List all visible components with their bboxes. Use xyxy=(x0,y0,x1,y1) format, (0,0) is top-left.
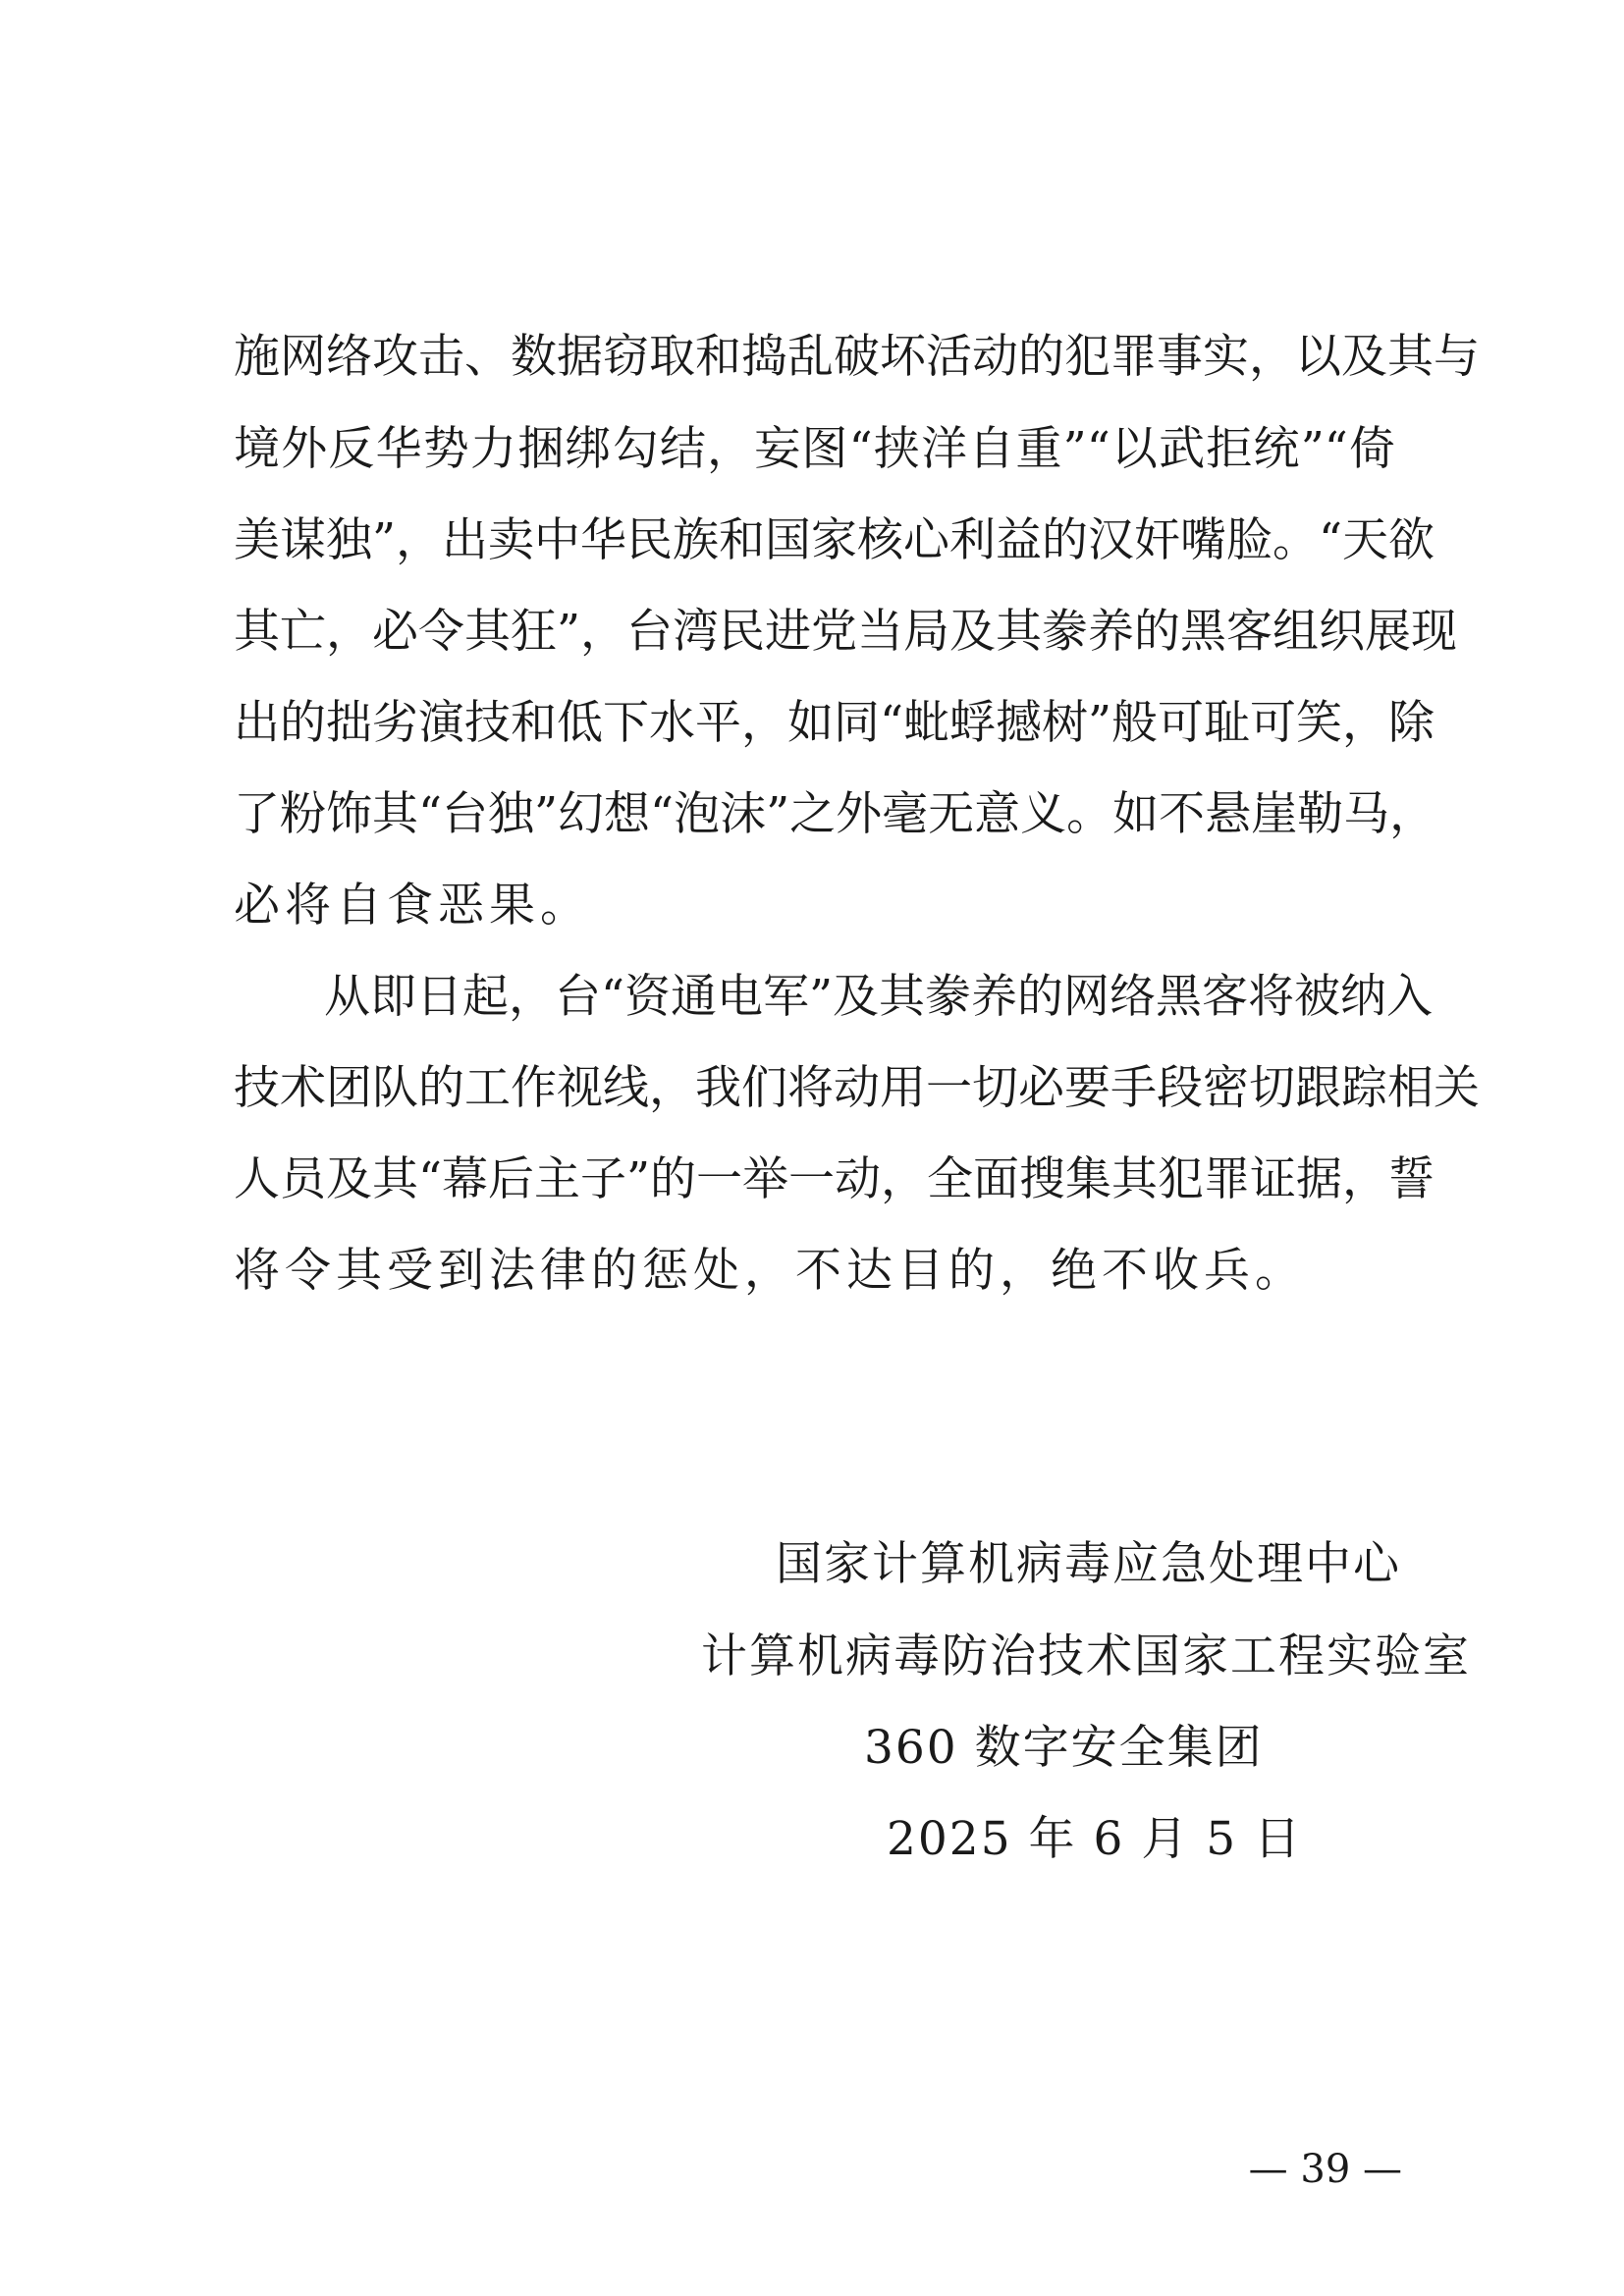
signature-org-1: 国家计算机病毒应急处理中心 xyxy=(776,1537,1401,1591)
paragraph-1-line-4: 其亡，必令其狂”，台湾民进党当局及其豢养的黑客组织展现 xyxy=(234,605,1458,659)
paragraph-1-line-5: 出的拙劣演技和低下水平，如同“蚍蜉撼树”般可耻可笑，除 xyxy=(234,696,1435,750)
paragraph-1-line-7: 必将自食恶果。 xyxy=(234,879,591,933)
paragraph-2-line-3: 人员及其“幕后主子”的一举一动，全面搜集其犯罪证据，誓 xyxy=(234,1152,1435,1206)
signature-org-2: 计算机病毒防治技术国家工程实验室 xyxy=(701,1629,1471,1683)
paragraph-1-line-1: 施网络攻击、数据窃取和捣乱破坏活动的犯罪事实，以及其与 xyxy=(234,330,1480,384)
paragraph-1-line-3: 美谋独”，出卖中华民族和国家核心利益的汉奸嘴脸。“天欲 xyxy=(234,513,1435,567)
paragraph-2-line-4: 将令其受到法律的惩处，不达目的，绝不收兵。 xyxy=(234,1244,1306,1298)
paragraph-2-line-1: 从即日起，台“资通电军”及其豢养的网络黑客将被纳入 xyxy=(324,970,1434,1024)
paragraph-1-line-2: 境外反华势力捆绑勾结，妄图“挟洋自重”“以武拒统”“倚 xyxy=(234,422,1395,476)
signature-date: 2025 年 6 月 5 日 xyxy=(887,1812,1303,1866)
page-number: — 39 — xyxy=(1248,2147,1402,2192)
signature-org-3: 360 数字安全集团 xyxy=(864,1721,1264,1775)
paragraph-1-line-6: 了粉饰其“台独”幻想“泡沫”之外毫无意义。如不悬崖勒马， xyxy=(234,787,1436,841)
paragraph-2-line-2: 技术团队的工作视线，我们将动用一切必要手段密切跟踪相关 xyxy=(234,1061,1480,1115)
